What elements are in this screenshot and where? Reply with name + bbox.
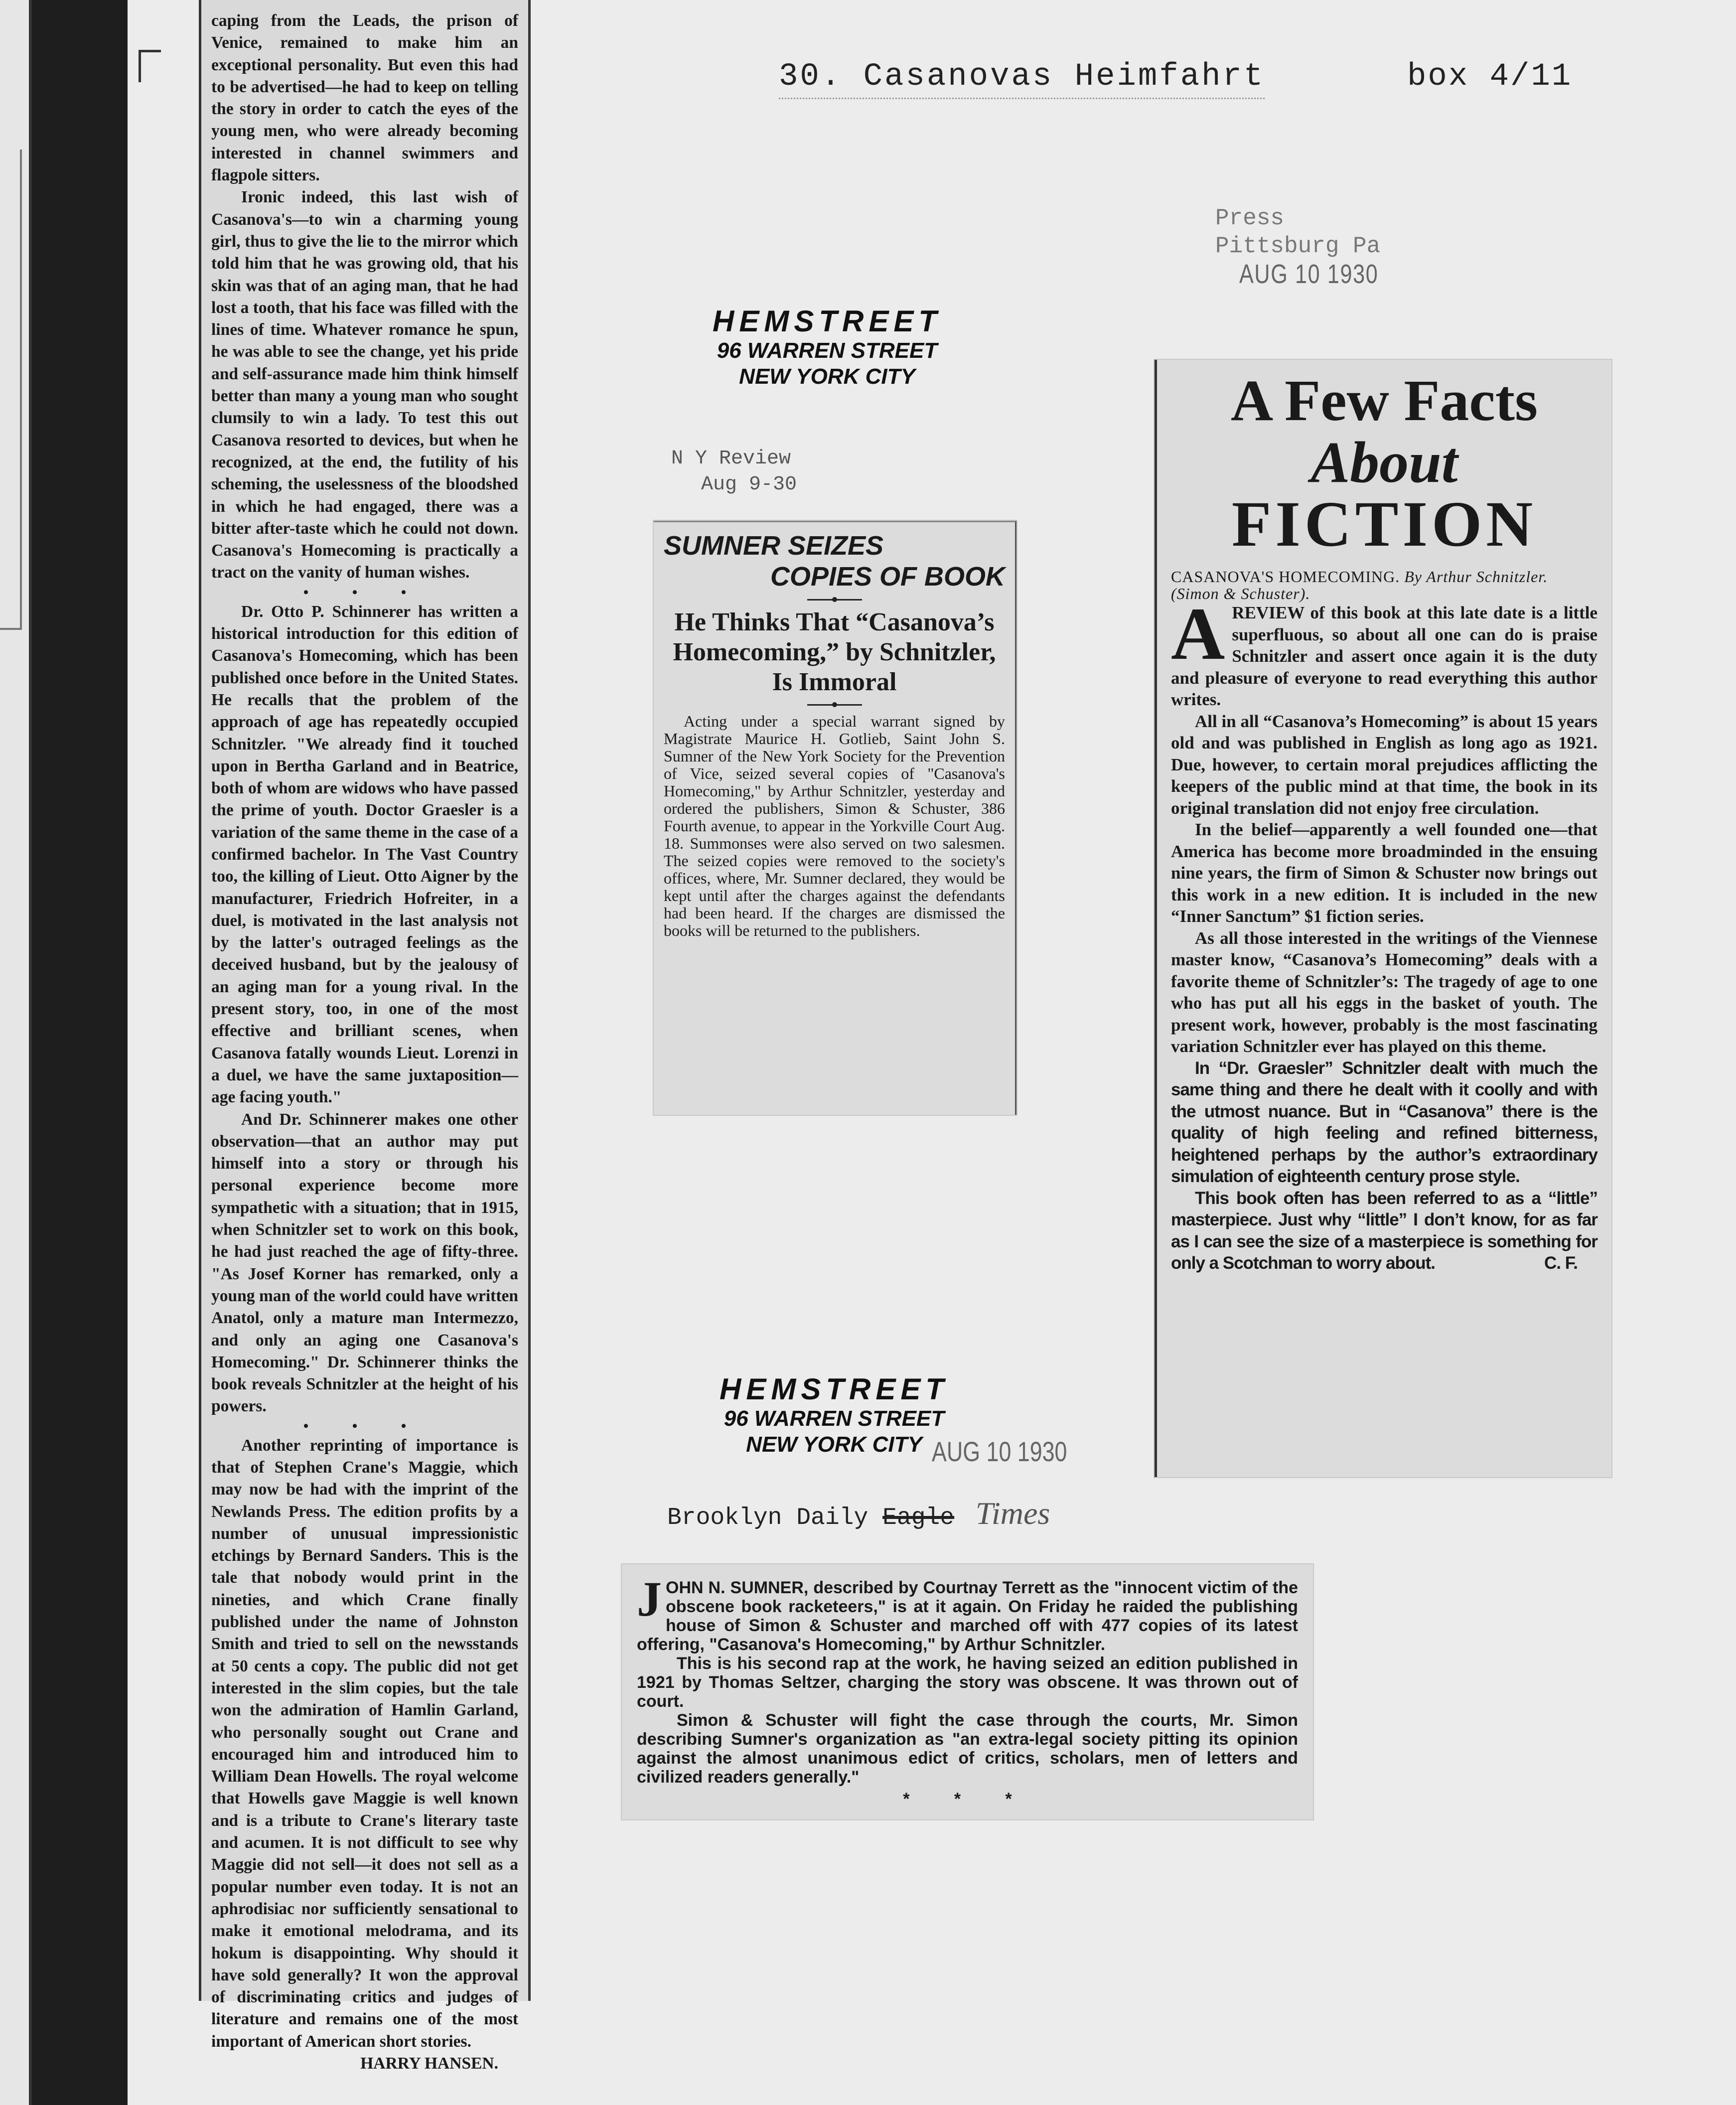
author-signature: HARRY HANSEN. <box>360 2054 498 2073</box>
headline: About <box>1310 430 1458 495</box>
subheadline: He Thinks That “Casanova’s Homecoming,” by Schnitzler, Is Immoral <box>673 608 996 696</box>
adjacent-clipping-edge <box>0 150 22 630</box>
article-body: Acting under a special warrant signed by Magistrate Maurice H. Gotlieb, Saint John S. Sumner of the New York Society for the Prevention of Vice, seized several copies of "Casanova's Homecoming," by Arthur Schnitzler, yesterday and ordered the publishers, Simon & Schuster, 386 Fourth avenue, to appear in the Yorkville Court Aug. 18. Summonses were also served on two salesmen. The seized copies were removed to the society's offices, where, Mr. Sumner declared, they would be kept until after the charges against the defendants had been heard. If the charges are dismissed the books will be returned to the publishers. <box>664 712 1005 939</box>
clipping-sumner-seizes <box>654 521 1016 1115</box>
source-note-brooklyn <box>667 1495 1050 1532</box>
section-separator: • • • <box>303 1417 427 1434</box>
column-paragraph: And Dr. Schinnerer makes one other observation—that an author may put himself into a story or through his personal experience become more sympathetic with a situation; that in 1915, when Schnitzler set to work on this book, he had just reached the age of fifty-three. "As Josef Korner has remarked, only a young man of the world could have written Anatol, only a mature man Intermezzo, and only an aging one Casanova's Homecoming." Dr. Schinnerer thinks the book reveals Schnitzler at the height of his powers. <box>211 1110 518 1416</box>
source-city: Pittsburg Pa <box>1215 233 1381 259</box>
paragraph-text: REVIEW of this book at this late date is a little superfluous, so about all one can do is praise Schnitzler and assert once again it is the duty and pleasure of everyone to read everything this author writes. <box>1171 603 1597 709</box>
article-paragraph: Simon & Schuster will fight the case through the courts, Mr. Simon describing Sumner's organization as "an extra-legal society pitting its opinion against the almost unanimous edict of critics, scholars, men of letters and civilized readers generally." <box>637 1711 1298 1787</box>
source-name: Brooklyn Daily <box>667 1504 868 1531</box>
author-initials: C. F. <box>1544 1253 1578 1273</box>
clipping-harry-hansen-column <box>199 0 531 2073</box>
article-paragraph: In the belief—apparently a well founded one—that America has become more broadminded in the ensuing nine years, the firm of Simon & Schuster now brings out this work in a new edition. It is included in the new “Inner Sanctum” $1 fiction series. <box>1171 820 1597 926</box>
drop-cap: A <box>1171 593 1225 675</box>
handwritten-correction: Times <box>975 1496 1050 1531</box>
section-separator: * * * <box>903 1790 1032 1808</box>
headline: COPIES OF BOOK <box>770 562 1005 592</box>
stamp-city: NEW YORK CITY <box>746 1432 922 1457</box>
section-separator: • • • <box>303 584 427 601</box>
article-paragraph: In “Dr. Graesler” Schnitzler dealt with much the same thing and there he dealt with it coolly and with the utmost nuance. But in “Casanova” there is the quality of high feeling and refined bitterness, heightened perhaps by the author’s extraordinary simulation of eighteenth century prose style. <box>1171 1058 1597 1186</box>
book-author-publisher: By Arthur Schnitzler. (Simon & Schuster). <box>1171 568 1548 602</box>
clipping-john-n-sumner <box>622 1564 1313 1819</box>
article-paragraph <box>637 1571 1298 1654</box>
clipping-few-facts-about-fiction <box>1155 360 1611 1477</box>
headline: SUMNER SEIZES <box>664 531 884 561</box>
source-name: N Y Review <box>671 448 791 470</box>
byline <box>1171 568 1597 602</box>
stamp-city: NEW YORK CITY <box>739 364 915 389</box>
stamp-name: HEMSTREET <box>712 304 942 338</box>
source-note-ny-review <box>671 446 797 498</box>
date-stamp: AUG 10 1930 <box>932 1436 1067 1467</box>
article-paragraph: All in all “Casanova’s Homecoming” is about 15 years old and was published in English as long ago as 1921. Due, however, to certain moral prejudices afflicting the keepers of the public mind at that time, the book in its original translation did not enjoy free circulation. <box>1171 711 1597 818</box>
column-paragraph: Another reprinting of importance is that of Stephen Crane's Maggie, which may now be had with the imprint of the Newlands Press. The edition profits by a number of unusual impressionistic etchings by Bernard Sanders. This is the tale that nobody would print in the nineties, and which Crane finally published under the name of Johnston Smith and tried to sell on the newsstands at 50 cents a copy. The public did not get interested in the slim copies, but the tale won the admiration of Hamlin Garland, who personally sought out Crane and encouraged him and introduced him to William Dean Howells. The royal welcome that Howells gave Maggie is well known and is a tribute to Crane's literary taste and acumen. It is not difficult to see why Maggie did not sell—it does not sell as a popular number even today. It is not an aphrodisiac nor sufficiently sensational to make it emotional melodrama, and its hokum is disappointing. Why should it have sold generally? It won the approval of discriminating critics and judges of literature and remains one of the most important of American short stories. <box>211 1436 518 2051</box>
paragraph-text: This book often has been referred to as a “little” masterpiece. Just why “little” I don’t know, for as far as I can see the size of a masterpiece is something for only a Scotchman to worry about. <box>1171 1188 1597 1273</box>
article-paragraph: This is his second rap at the work, he having seized an edition published in 1921 by Thomas Seltzer, charging the story was obscene. It was thrown out of court. <box>637 1654 1298 1711</box>
hemstreet-stamp-top <box>668 305 987 390</box>
source-name: Press <box>1215 205 1285 231</box>
article-paragraph: As all those interested in the writings of the Viennese master know, “Casanova’s Homecoming” deals with a favorite theme of Schnitzler’s: The tragedy of age to one who has put all his eggs in the basket of youth. The present work, however, probably is the most fascinating variation Schnitzler ever has played on this theme. <box>1171 928 1597 1056</box>
article-paragraph <box>1171 593 1597 711</box>
headline: FICTION <box>1231 488 1537 560</box>
headline: A Few Facts <box>1230 368 1538 433</box>
date-stamp: AUG 10 1930 <box>1239 259 1379 289</box>
source-date: Aug 9-30 <box>701 473 797 496</box>
stamp-address: 96 WARREN STREET <box>717 338 938 363</box>
struck-word: Eagle <box>882 1504 955 1531</box>
column-paragraph: caping from the Leads, the prison of Venice, remained to make him an exceptional personality. But even this had to be advertised—he had to keep on telling the story in order to catch the eyes of the young men, who were already becoming interested in channel swimmers and flagpole sitters. <box>211 11 518 185</box>
book-title: CASANOVA'S HOMECOMING. <box>1171 568 1400 586</box>
page-title: 30. Casanovas Heimfahrt <box>779 59 1265 99</box>
stamp-address: 96 WARREN STREET <box>723 1406 945 1431</box>
column-paragraph: Dr. Otto P. Schinnerer has written a historical introduction for this edition of Casanova's Homecoming, which has been published once before in the United States. He recalls that the problem of the approach of age has repeatedly occupied Schnitzler. "We already find it touched upon in Bertha Garland and in Beatrice, both of whom are widows who have passed the prime of youth. Doctor Graesler is a variation of the same theme in the case of a confirmed bachelor. In The Vast Country too, the killing of Lieut. Otto Aigner by the manufacturer, Friedrich Hofreiter, in a duel, is motivated in the last analysis not by the latter's outraged feelings as the deceived husband, but by the jealousy of an aging man for a young rival. In the present story, too, in one of the most effective and brilliant scenes, when Casanova fatally wounds Lieut. Lorenzi in a duel, we have the same juxtaposition—age facing youth." <box>211 602 518 1107</box>
source-note-pittsburg-press <box>1215 204 1419 288</box>
box-number: box 4/11 <box>1407 59 1573 95</box>
paragraph-text: OHN N. SUMNER, described by Courtnay Terrett as the "innocent victim of the obscene book racketeers," is at it again. On Friday he raided the publishing house of Simon & Schuster and marched off with 477 copies of its latest offering, "Casanova's Homecoming," by Arthur Schnitzler. <box>637 1578 1298 1654</box>
column-paragraph: Ironic indeed, this last wish of Casanova's—to win a charming young girl, thus to give the lie to the mirror which told him that he was growing old, that his skin was that of an aging man, that he had lost a tooth, that his face was filled with the lines of time. Whatever romance he spun, he was able to see the change, yet his pride and self-assurance made him think himself better than many a young man who sought clumsily to win a lady. To test this out Casanova resorted to devices, but when he recognized, at the end, the futility of his scheming, the uselessness of the bloodshed in which he had engaged, there was a bitter after-taste which he could not down. Casanova's Homecoming is practically a tract on the vanity of human wishes. <box>211 188 519 582</box>
corner-mark <box>139 50 161 82</box>
drop-cap: J <box>637 1571 662 1627</box>
stamp-name: HEMSTREET <box>719 1372 949 1406</box>
divider <box>807 599 862 601</box>
divider <box>807 704 862 706</box>
adjacent-page-fragment <box>0 0 32 2105</box>
article-paragraph <box>1171 1188 1597 1274</box>
